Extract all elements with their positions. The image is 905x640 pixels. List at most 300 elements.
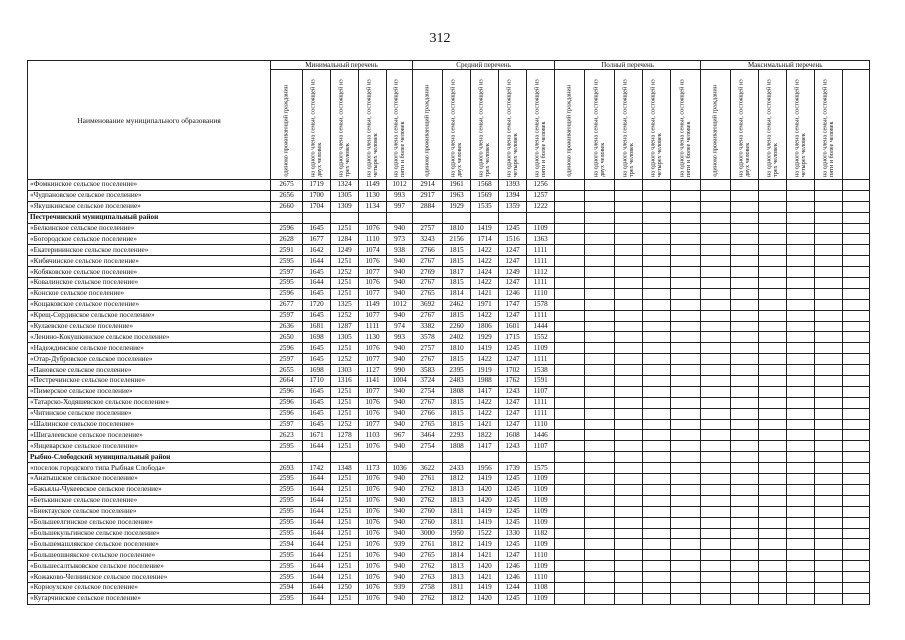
- empty-cell: [759, 343, 787, 354]
- min-value-cell: 2596: [271, 223, 303, 234]
- empty-cell: [843, 354, 870, 365]
- table-row: [28, 419, 870, 430]
- section-row: [28, 452, 870, 463]
- empty-cell: [787, 593, 815, 604]
- mid-value-cell: 1109: [527, 495, 555, 506]
- subheader-g0-c2: [331, 70, 359, 180]
- mid-value-cell: 1111: [527, 310, 555, 321]
- empty-cell: [731, 506, 759, 517]
- empty-cell: [615, 484, 643, 495]
- mid-value-cell: 2767: [413, 278, 443, 289]
- empty-cell: [701, 463, 731, 474]
- empty-cell: [331, 452, 359, 463]
- mid-value-cell: 1421: [471, 550, 499, 561]
- empty-cell: [787, 223, 815, 234]
- empty-cell: [585, 441, 615, 452]
- empty-cell: [671, 386, 701, 397]
- min-value-cell: 1644: [303, 572, 331, 583]
- empty-cell: [643, 267, 671, 278]
- empty-cell: [585, 517, 615, 528]
- empty-cell: [815, 180, 843, 191]
- empty-cell: [759, 408, 787, 419]
- group-header-minimal: Минимальный перечень: [271, 61, 413, 70]
- empty-cell: [643, 343, 671, 354]
- empty-cell: [585, 299, 615, 310]
- min-value-cell: 2693: [271, 463, 303, 474]
- empty-cell: [555, 463, 585, 474]
- empty-cell: [615, 539, 643, 550]
- settlement-name: «Екатерининское сельское поселение»: [28, 245, 271, 256]
- mid-value-cell: 1815: [443, 397, 471, 408]
- empty-cell: [671, 365, 701, 376]
- mid-value-cell: 1815: [443, 278, 471, 289]
- empty-cell: [759, 190, 787, 201]
- min-value-cell: 1309: [331, 201, 359, 212]
- empty-cell: [701, 234, 731, 245]
- mid-value-cell: 1111: [527, 397, 555, 408]
- empty-cell: [759, 234, 787, 245]
- empty-cell: [615, 550, 643, 561]
- page-number: 312: [429, 31, 451, 46]
- empty-cell: [671, 419, 701, 430]
- min-value-cell: 1644: [303, 517, 331, 528]
- empty-cell: [701, 474, 731, 485]
- empty-cell: [555, 376, 585, 387]
- min-value-cell: 1251: [331, 506, 359, 517]
- mid-value-cell: 2762: [413, 495, 443, 506]
- empty-cell: [759, 332, 787, 343]
- empty-cell: [787, 550, 815, 561]
- empty-cell: [843, 310, 870, 321]
- min-value-cell: 1103: [359, 430, 387, 441]
- empty-cell: [815, 234, 843, 245]
- min-value-cell: 940: [387, 343, 413, 354]
- empty-cell: [787, 463, 815, 474]
- min-value-cell: 1644: [303, 474, 331, 485]
- empty-cell: [759, 550, 787, 561]
- empty-cell: [615, 321, 643, 332]
- empty-cell: [615, 310, 643, 321]
- mid-value-cell: 1591: [527, 376, 555, 387]
- empty-cell: [643, 354, 671, 365]
- mid-value-cell: 1245: [499, 517, 527, 528]
- empty-cell: [843, 386, 870, 397]
- min-value-cell: 1644: [303, 506, 331, 517]
- min-value-cell: 940: [387, 386, 413, 397]
- empty-cell: [585, 343, 615, 354]
- empty-cell: [815, 506, 843, 517]
- min-value-cell: 1077: [359, 419, 387, 430]
- mid-value-cell: 1950: [443, 528, 471, 539]
- subheader-label: на одного члена семьи, состоящей из двух человек: [592, 79, 606, 177]
- empty-cell: [555, 441, 585, 452]
- empty-cell: [615, 190, 643, 201]
- empty-cell: [701, 288, 731, 299]
- empty-cell: [555, 452, 585, 463]
- min-value-cell: 2596: [271, 397, 303, 408]
- min-value-cell: 997: [387, 201, 413, 212]
- mid-value-cell: 2914: [413, 180, 443, 191]
- mid-value-cell: 1245: [499, 539, 527, 550]
- empty-cell: [585, 506, 615, 517]
- mid-value-cell: 1815: [443, 408, 471, 419]
- empty-cell: [787, 397, 815, 408]
- empty-cell: [787, 190, 815, 201]
- min-value-cell: 1287: [331, 321, 359, 332]
- mid-value-cell: 2760: [413, 517, 443, 528]
- subheader-g2-c0: [555, 70, 585, 180]
- empty-cell: [843, 321, 870, 332]
- mid-value-cell: 1247: [499, 354, 527, 365]
- empty-cell: [701, 484, 731, 495]
- mid-value-cell: 2761: [413, 474, 443, 485]
- mid-value-cell: 2767: [413, 256, 443, 267]
- empty-cell: [555, 397, 585, 408]
- settlement-name: «Бетькинское сельское поселение»: [28, 495, 271, 506]
- mid-value-cell: 1811: [443, 582, 471, 593]
- empty-cell: [643, 234, 671, 245]
- min-value-cell: 1645: [303, 267, 331, 278]
- empty-cell: [731, 463, 759, 474]
- mid-value-cell: 1601: [499, 321, 527, 332]
- empty-cell: [643, 441, 671, 452]
- settlement-name: «Бакьялы-Чукеевское сельское поселение»: [28, 484, 271, 495]
- empty-cell: [731, 288, 759, 299]
- mid-value-cell: 2762: [413, 561, 443, 572]
- mid-value-cell: 1956: [471, 463, 499, 474]
- mid-value-cell: 1815: [443, 354, 471, 365]
- mid-value-cell: 1419: [471, 343, 499, 354]
- mid-value-cell: 1247: [499, 310, 527, 321]
- empty-cell: [271, 212, 303, 223]
- empty-cell: [787, 441, 815, 452]
- empty-cell: [585, 267, 615, 278]
- empty-cell: [843, 506, 870, 517]
- min-value-cell: 2595: [271, 572, 303, 583]
- empty-cell: [815, 572, 843, 583]
- empty-cell: [585, 593, 615, 604]
- empty-cell: [555, 539, 585, 550]
- empty-cell: [843, 201, 870, 212]
- empty-cell: [643, 190, 671, 201]
- empty-cell: [701, 386, 731, 397]
- mid-value-cell: 2483: [443, 376, 471, 387]
- subheader-g3-c4: [815, 70, 843, 180]
- mid-value-cell: 1813: [443, 572, 471, 583]
- empty-cell: [615, 441, 643, 452]
- empty-cell: [671, 593, 701, 604]
- empty-cell: [815, 201, 843, 212]
- table-row: [28, 397, 870, 408]
- subheader-label: на одного члена семьи, состоящей из четырех человек: [364, 79, 379, 177]
- empty-cell: [787, 288, 815, 299]
- mid-value-cell: 1422: [471, 256, 499, 267]
- empty-cell: [787, 582, 815, 593]
- empty-cell: [643, 419, 671, 430]
- empty-cell: [731, 528, 759, 539]
- empty-cell: [671, 408, 701, 419]
- min-value-cell: 1251: [331, 408, 359, 419]
- empty-cell: [585, 463, 615, 474]
- min-value-cell: 1252: [331, 267, 359, 278]
- mid-value-cell: 1245: [499, 223, 527, 234]
- empty-cell: [843, 256, 870, 267]
- empty-cell: [671, 484, 701, 495]
- empty-cell: [701, 332, 731, 343]
- empty-cell: [731, 441, 759, 452]
- empty-cell: [555, 256, 585, 267]
- min-value-cell: 1076: [359, 495, 387, 506]
- min-value-cell: 1645: [303, 386, 331, 397]
- min-value-cell: 2656: [271, 190, 303, 201]
- table-row: [28, 517, 870, 528]
- empty-cell: [499, 212, 527, 223]
- mid-value-cell: 1702: [499, 365, 527, 376]
- empty-cell: [843, 190, 870, 201]
- min-value-cell: 940: [387, 495, 413, 506]
- empty-cell: [759, 539, 787, 550]
- empty-cell: [759, 441, 787, 452]
- mid-value-cell: 3692: [413, 299, 443, 310]
- mid-value-cell: 1422: [471, 354, 499, 365]
- min-value-cell: 1110: [359, 234, 387, 245]
- table-row: [28, 201, 870, 212]
- min-value-cell: 2595: [271, 517, 303, 528]
- mid-value-cell: 1359: [499, 201, 527, 212]
- empty-cell: [787, 528, 815, 539]
- mid-value-cell: 2395: [443, 365, 471, 376]
- mid-value-cell: 2767: [413, 397, 443, 408]
- empty-cell: [701, 190, 731, 201]
- mid-value-cell: 1245: [499, 474, 527, 485]
- empty-cell: [815, 212, 843, 223]
- empty-cell: [815, 550, 843, 561]
- empty-cell: [671, 267, 701, 278]
- empty-cell: [759, 572, 787, 583]
- empty-cell: [615, 212, 643, 223]
- min-value-cell: 940: [387, 223, 413, 234]
- min-value-cell: 1076: [359, 397, 387, 408]
- subheader-g1-c0: [413, 70, 443, 180]
- empty-cell: [759, 376, 787, 387]
- empty-cell: [615, 386, 643, 397]
- mid-value-cell: 1417: [471, 386, 499, 397]
- table-row: [28, 223, 870, 234]
- empty-cell: [643, 212, 671, 223]
- empty-cell: [701, 267, 731, 278]
- mid-value-cell: 1568: [471, 180, 499, 191]
- min-value-cell: 1644: [303, 278, 331, 289]
- min-value-cell: 1677: [303, 234, 331, 245]
- empty-cell: [671, 430, 701, 441]
- empty-cell: [701, 452, 731, 463]
- table-row: [28, 376, 870, 387]
- empty-cell: [671, 452, 701, 463]
- empty-cell: [759, 430, 787, 441]
- empty-cell: [843, 517, 870, 528]
- mid-value-cell: 2767: [413, 354, 443, 365]
- empty-cell: [615, 517, 643, 528]
- table-row: [28, 539, 870, 550]
- min-value-cell: 1252: [331, 310, 359, 321]
- mid-value-cell: 1419: [471, 223, 499, 234]
- settlement-name: «Ковалинское сельское поселение»: [28, 278, 271, 289]
- table-row: [28, 354, 870, 365]
- empty-cell: [387, 212, 413, 223]
- empty-cell: [701, 212, 731, 223]
- min-value-cell: 1077: [359, 288, 387, 299]
- empty-cell: [615, 278, 643, 289]
- mid-value-cell: 1394: [499, 190, 527, 201]
- min-value-cell: 939: [387, 582, 413, 593]
- empty-cell: [615, 376, 643, 387]
- subheader-g2-c1: [585, 70, 615, 180]
- empty-cell: [701, 517, 731, 528]
- empty-cell: [615, 495, 643, 506]
- settlement-name: «Читинское сельское поселение»: [28, 408, 271, 419]
- mid-value-cell: 1815: [443, 310, 471, 321]
- empty-cell: [671, 582, 701, 593]
- empty-cell: [671, 528, 701, 539]
- empty-cell: [701, 419, 731, 430]
- min-value-cell: 2597: [271, 310, 303, 321]
- empty-cell: [671, 278, 701, 289]
- min-value-cell: 1012: [387, 299, 413, 310]
- min-value-cell: 2595: [271, 506, 303, 517]
- mid-value-cell: 1961: [443, 180, 471, 191]
- settlement-name: «Шалинское сельское поселение»: [28, 419, 271, 430]
- empty-cell: [615, 528, 643, 539]
- settlement-name: «Фомкинское сельское поселение»: [28, 180, 271, 191]
- empty-cell: [815, 321, 843, 332]
- empty-cell: [731, 517, 759, 528]
- subheader-label: на одного члена семьи, состоящей из трех человек: [336, 79, 351, 177]
- min-value-cell: 940: [387, 484, 413, 495]
- empty-cell: [731, 310, 759, 321]
- empty-cell: [585, 288, 615, 299]
- min-value-cell: 1645: [303, 408, 331, 419]
- mid-value-cell: 1810: [443, 223, 471, 234]
- empty-cell: [815, 495, 843, 506]
- table-row: [28, 332, 870, 343]
- empty-cell: [643, 452, 671, 463]
- table-row: [28, 430, 870, 441]
- empty-cell: [787, 332, 815, 343]
- mid-value-cell: 2765: [413, 550, 443, 561]
- empty-cell: [731, 180, 759, 191]
- mid-value-cell: 2462: [443, 299, 471, 310]
- min-value-cell: 2596: [271, 386, 303, 397]
- empty-cell: [701, 582, 731, 593]
- empty-cell: [787, 539, 815, 550]
- min-value-cell: 1076: [359, 278, 387, 289]
- empty-cell: [701, 430, 731, 441]
- min-value-cell: 1252: [331, 354, 359, 365]
- empty-cell: [643, 430, 671, 441]
- empty-cell: [671, 517, 701, 528]
- empty-cell: [731, 332, 759, 343]
- empty-cell: [643, 321, 671, 332]
- empty-cell: [701, 593, 731, 604]
- min-value-cell: 1076: [359, 582, 387, 593]
- mid-value-cell: 1247: [499, 397, 527, 408]
- settlement-name: «Пимерское сельское поселение»: [28, 386, 271, 397]
- empty-cell: [843, 593, 870, 604]
- empty-cell: [331, 212, 359, 223]
- min-value-cell: 2594: [271, 539, 303, 550]
- settlement-name: «Кугарчинское сельское поселение»: [28, 593, 271, 604]
- empty-cell: [585, 550, 615, 561]
- empty-cell: [701, 572, 731, 583]
- empty-cell: [759, 245, 787, 256]
- empty-cell: [615, 299, 643, 310]
- empty-cell: [615, 419, 643, 430]
- min-value-cell: 1644: [303, 495, 331, 506]
- min-value-cell: 1645: [303, 354, 331, 365]
- mid-value-cell: 1110: [527, 419, 555, 430]
- min-value-cell: 938: [387, 245, 413, 256]
- mid-value-cell: 1422: [471, 245, 499, 256]
- min-value-cell: 1251: [331, 561, 359, 572]
- min-value-cell: 2595: [271, 484, 303, 495]
- min-value-cell: 974: [387, 321, 413, 332]
- min-value-cell: 2595: [271, 256, 303, 267]
- empty-cell: [615, 288, 643, 299]
- empty-cell: [731, 201, 759, 212]
- empty-cell: [643, 223, 671, 234]
- empty-cell: [701, 561, 731, 572]
- mid-value-cell: 1243: [499, 441, 527, 452]
- settlement-name: «Чудпановское сельское поселение»: [28, 190, 271, 201]
- min-value-cell: 1348: [331, 463, 359, 474]
- empty-cell: [555, 288, 585, 299]
- mid-value-cell: 3622: [413, 463, 443, 474]
- subheader-label: на одного члена семьи, состоящей из четырех человек: [793, 79, 807, 177]
- mid-value-cell: 2884: [413, 201, 443, 212]
- district-name: Пестречинский муниципальный район: [28, 212, 271, 223]
- empty-cell: [555, 495, 585, 506]
- mid-value-cell: 1808: [443, 441, 471, 452]
- mid-value-cell: 2760: [413, 506, 443, 517]
- min-value-cell: 2597: [271, 267, 303, 278]
- empty-cell: [643, 528, 671, 539]
- empty-cell: [787, 517, 815, 528]
- empty-cell: [643, 539, 671, 550]
- min-value-cell: 1076: [359, 256, 387, 267]
- min-value-cell: 1645: [303, 223, 331, 234]
- mid-value-cell: 1608: [499, 430, 527, 441]
- empty-cell: [843, 582, 870, 593]
- empty-cell: [787, 278, 815, 289]
- empty-cell: [731, 386, 759, 397]
- empty-cell: [815, 343, 843, 354]
- empty-cell: [585, 561, 615, 572]
- empty-cell: [555, 550, 585, 561]
- empty-cell: [759, 321, 787, 332]
- min-value-cell: 2596: [271, 408, 303, 419]
- empty-cell: [701, 201, 731, 212]
- min-value-cell: 1130: [359, 190, 387, 201]
- empty-cell: [843, 550, 870, 561]
- empty-cell: [643, 180, 671, 191]
- empty-cell: [815, 354, 843, 365]
- empty-cell: [359, 452, 387, 463]
- empty-cell: [843, 408, 870, 419]
- mid-value-cell: 1110: [527, 550, 555, 561]
- empty-cell: [643, 299, 671, 310]
- subheader-label: одиноко проживающий гражданин: [565, 85, 573, 177]
- empty-cell: [759, 256, 787, 267]
